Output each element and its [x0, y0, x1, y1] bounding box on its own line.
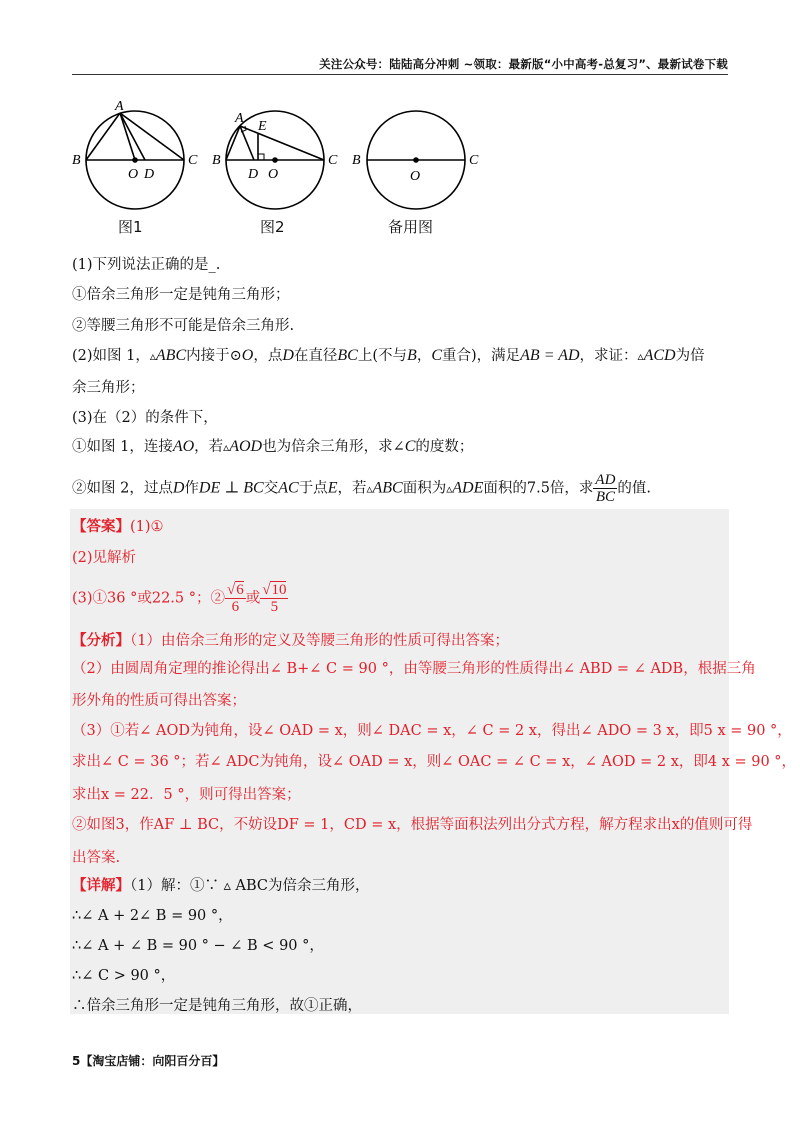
detail-line-3: ∴∠ A + ∠ B = 90 ° − ∠ B < 90 °， [72, 938, 324, 954]
q2-line: (2)如图 1，▵ABC内接于⊙O，点D在直径BC上(不与B，C重合)，满足AB = AD，求证：▵ACD为倍 [72, 347, 705, 364]
page-header: 关注公众号：陆陆高分冲刺 ~领取：最新版“小中高考-总复习”、最新试卷下载 [72, 56, 728, 75]
fig1-label-B: B [72, 153, 81, 168]
fig1-label-C: C [188, 153, 198, 168]
caption-fig3: 备用图 [388, 218, 434, 236]
answer-line-1: 【答案】(1)① [72, 518, 164, 535]
detail-line-4: ∴∠ C > 90 °， [72, 968, 176, 984]
q1-option-b: ②等腰三角形不可能是倍余三角形. [72, 318, 295, 334]
analysis-line-3b: 求出∠ C = 36 °；若∠ ADC为钝角，设∠ OAD = x，则∠ OAC = ∠ C = x，∠ AOD = 2 x，即4 x = 90 °， [72, 754, 797, 770]
fig2-label-D: D [248, 167, 259, 182]
analysis-line-1: 【分析】（1）由倍余三角形的定义及等腰三角形的性质可得出答案； [72, 632, 509, 649]
fig2-label-C: C [328, 153, 338, 168]
q3-2-line: ②如图 2，过点D作DE ⊥ BC交AC于点E，若▵ABC面积为▵ADE面积的7.5倍，求 $\frac{AD}{BC}$ 的值. [72, 472, 652, 505]
answer-line-2: (2)见解析 [72, 550, 137, 566]
fig2-label-B: B [212, 153, 221, 168]
q3-line: (3)在（2）的条件下， [72, 410, 218, 426]
fig2-label-E: E [258, 119, 267, 134]
q2-line-2: 余三角形； [72, 380, 145, 396]
page-footer: 5【淘宝店铺：向阳百分百】 [72, 1054, 225, 1068]
analysis-line-2: （2）由圆周角定理的推论得出∠ B+∠ C = 90 °，由等腰三角形的性质得出∠ ABD = ∠ ADB，根据三角 [72, 661, 756, 677]
analysis-line-3c: 求出x = 22．5 °，则可得出答案； [72, 787, 301, 803]
ad-bc-fraction: $\frac{AD}{BC}$ [595, 472, 616, 505]
analysis-line-4b: 出答案. [72, 850, 121, 866]
caption-fig1: 图1 [118, 218, 143, 236]
q1-line: (1)下列说法正确的是_. [72, 257, 221, 273]
analysis-line-2b: 形外角的性质可得出答案； [72, 693, 246, 709]
fig1-label-D: D [144, 167, 155, 182]
figures-row [70, 92, 490, 242]
detail-line-1: 【详解】（1）解：①∵ ▵ ABC为倍余三角形， [72, 877, 370, 894]
fig2-label-A: A [235, 111, 244, 126]
fig2-label-O: O [268, 167, 279, 182]
fig1-label-A: A [115, 99, 124, 114]
answer-line-3: (3)①36 °或22.5 °；② $\frac{√6}{6}$ 或 $\frac{√10}{5}$ [72, 582, 287, 615]
detail-line-2: ∴∠ A + 2∠ B = 90 °， [72, 908, 233, 924]
caption-fig2: 图2 [260, 218, 285, 236]
analysis-line-4: ②如图3，作AF ⊥ BC，不妨设DF = 1，CD = x，根据等面积法列出分式方程，解方程求出x的值则可得 [72, 817, 753, 833]
analysis-line-3: （3）①若∠ AOD为钝角，设∠ OAD = x，则∠ DAC = x，∠ C = 2 x，得出∠ ADO = 3 x，即5 x = 90 °， [72, 723, 792, 739]
figure-3 [367, 111, 465, 209]
q3-1-line: ①如图 1，连接AO，若▵AOD也为倍余三角形，求∠C的度数； [72, 438, 474, 455]
fig3-label-C: C [469, 153, 479, 168]
fig3-label-B: B [352, 153, 361, 168]
fig3-label-O: O [410, 169, 421, 184]
fig1-label-O: O [128, 167, 139, 182]
figure-1 [86, 111, 184, 209]
q1-option-a: ①倍余三角形一定是钝角三角形； [72, 287, 290, 303]
detail-line-5: ∴倍余三角形一定是钝角三角形，故①正确， [72, 998, 362, 1014]
